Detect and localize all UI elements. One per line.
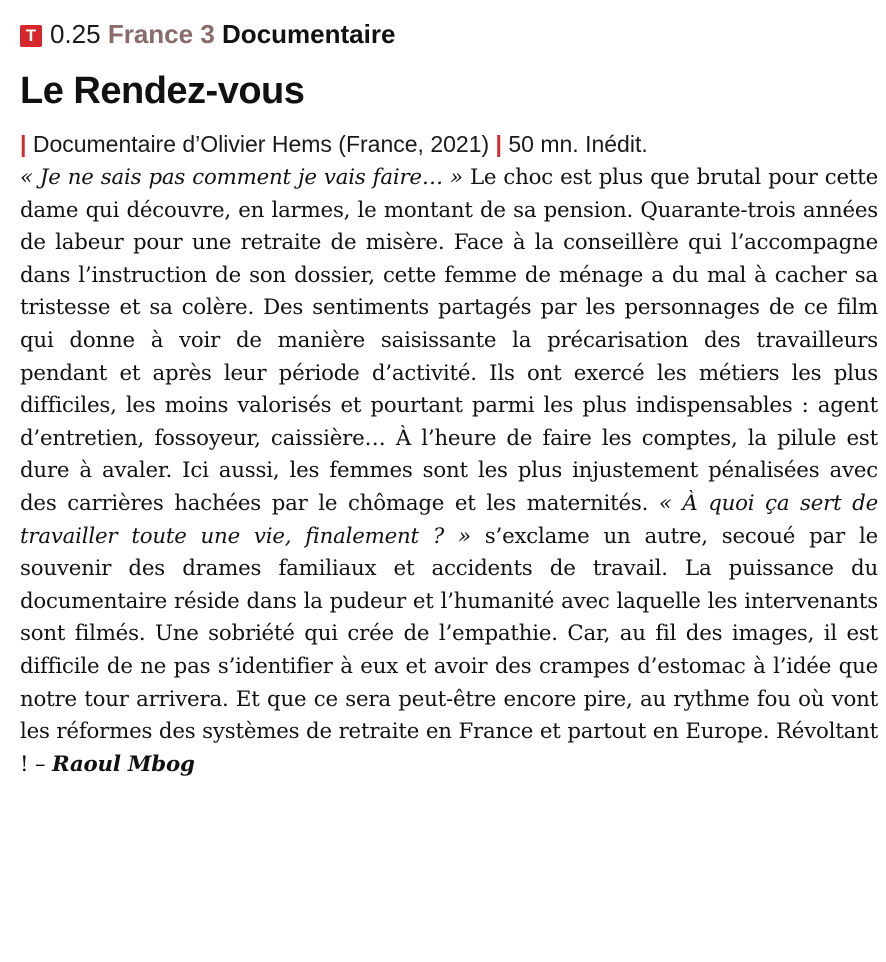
broadcast-time: 0.25 — [50, 19, 101, 49]
program-header — [20, 14, 878, 54]
quote-1: « Je ne sais pas comment je vais faire… » — [20, 165, 463, 190]
author-name: Raoul Mbog — [51, 751, 195, 777]
program-title: Le Rendez-vous — [20, 70, 305, 112]
telerama-t-icon: T — [20, 25, 42, 47]
credits-info: Documentaire d’Olivier Hems (France, 2021) — [32, 131, 490, 157]
separator-bar: | — [495, 131, 502, 157]
quote-2: « À quoi ça sert de travailler toute une vie, finalement ? » — [20, 490, 878, 549]
channel-name: France 3 — [107, 19, 215, 49]
listing — [20, 14, 878, 781]
review-text-1: Le choc est plus que brutal pour cette dame qui découvre, en larmes, le montant de sa pension. Quarante-trois années de labeur pour une retraite de misère. Face à la conseillère qui l’accompagne dans l’instruction de son dossier, cette femme de ménage a du mal à cacher sa tristesse et sa colère. Des sentiments partagés par les personnages de ce film qui donne à voir de manière saisissante la précarisation des travailleurs pendant et après leur période d’activité. Ils ont exercé les métiers les plus difficiles, les moins valorisés et pourtant parmi les plus indispensables : agent d’entretien, fossoyeur, caissière… À l’heure de faire les comptes, la pilule est dure à avaler. Ici aussi, les femmes sont les plus injustement pénalisées avec des carrières hachées par le chômage et les maternités. — [20, 165, 878, 516]
separator-bar: | — [20, 131, 27, 157]
credits-line — [20, 128, 878, 160]
review-body — [20, 162, 878, 781]
review-text-2: s’exclame un autre, secoué par le souvenir des drames familiaux et accidents de travail. La puissance du documentaire réside dans la pudeur et l’humanité avec laquelle les intervenants sont filmés. Une sobriété qui crée de l’empathie. Car, au fil des images, il est difficile de ne pas s’identifier à eux et avoir des crampes d’estomac à l’idée que notre tour arrivera. Et que ce sera peut-être encore pire, au rythme fou où vont les réformes des systèmes de retraite en France et partout en Europe. Révoltant ! – — [20, 523, 878, 777]
duration: 50 mn. Inédit. — [508, 131, 648, 157]
genre-label: Documentaire — [222, 19, 396, 49]
